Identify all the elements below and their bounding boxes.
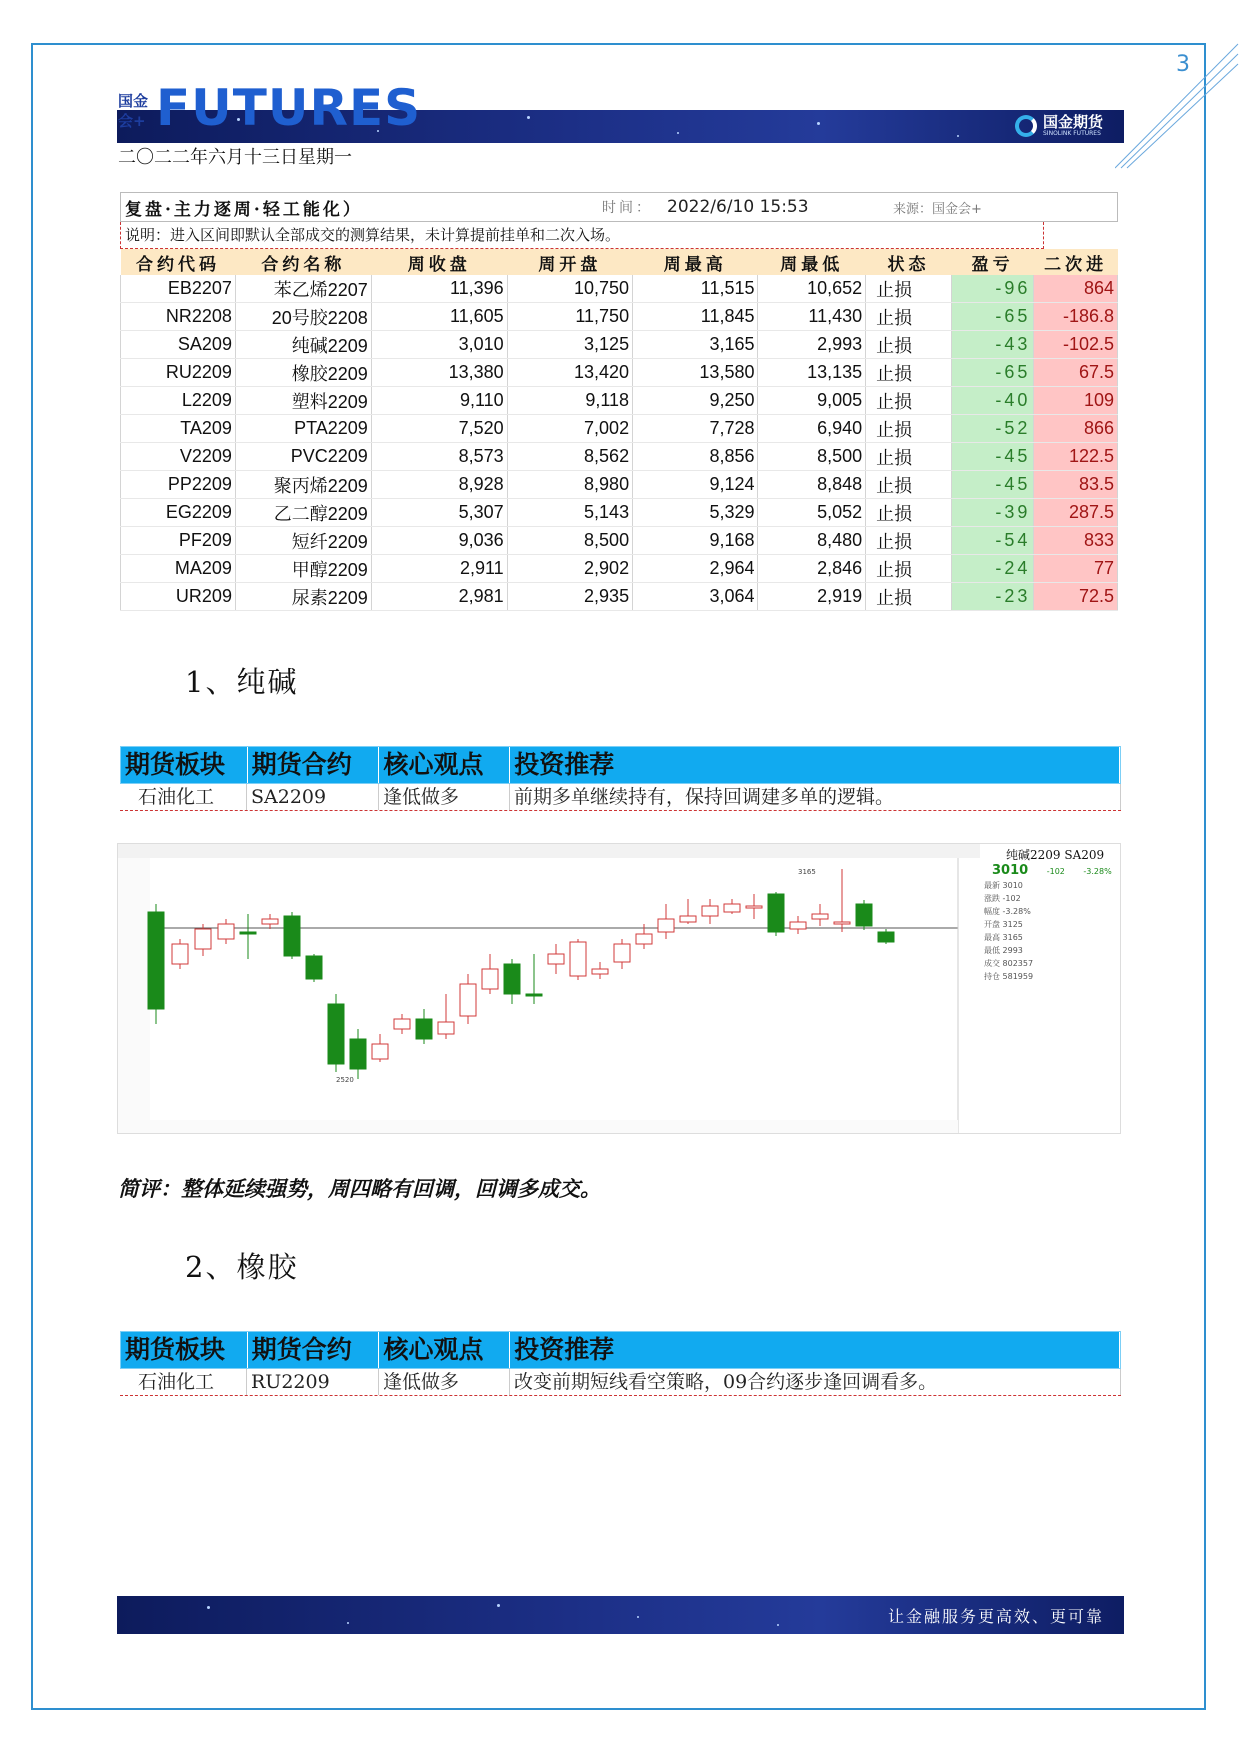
- footer-slogan: 让金融服务更高效、更可靠: [887, 1607, 1104, 1626]
- cell-open: 11,750: [507, 303, 632, 331]
- footer-banner: [117, 1596, 1124, 1634]
- candle-body: [284, 916, 300, 956]
- chart-low-label: 2520: [336, 1076, 354, 1084]
- rec-contract: SA2209: [247, 784, 379, 810]
- cell-low: 9,005: [758, 387, 866, 415]
- table-row: [121, 275, 1118, 303]
- rec-header-row: [120, 1331, 1121, 1369]
- cell-low: 11,430: [758, 303, 866, 331]
- logo-cn: 国金会+: [118, 92, 149, 130]
- cell-second: 833: [1034, 527, 1118, 555]
- candle-body: [834, 922, 850, 924]
- cell-pnl: -96: [951, 275, 1034, 303]
- cell-open: 10,750: [507, 275, 632, 303]
- quote-lines: [980, 878, 1120, 984]
- rec-advice: 前期多单继续持有，保持回调建多单的逻辑。: [510, 784, 1121, 810]
- cell-pnl: -54: [951, 527, 1034, 555]
- cell-status: 止损: [866, 499, 952, 527]
- cell-high: 5,329: [633, 499, 758, 527]
- quote-line: 持仓 581959: [984, 972, 1034, 981]
- cell-open: 5,143: [507, 499, 632, 527]
- cell-second: 67.5: [1034, 359, 1118, 387]
- brand-logo: [1015, 114, 1103, 138]
- candle-body: [856, 904, 872, 926]
- cell-pnl: -45: [951, 443, 1034, 471]
- cell-code: PF209: [121, 527, 236, 555]
- cell-close: 9,110: [371, 387, 507, 415]
- time-label: 时间：: [602, 200, 653, 216]
- cell-pnl: -23: [951, 583, 1034, 611]
- source-label: 来源：国金会+: [893, 201, 982, 217]
- quote-line: 涨跌 -102: [984, 894, 1021, 903]
- candle-body: [548, 954, 564, 964]
- weekly-title: 复盘·主力逐周·轻工能化）: [125, 199, 363, 220]
- cell-low: 2,919: [758, 583, 866, 611]
- cell-code: EB2207: [121, 275, 236, 303]
- cell-close: 7,520: [371, 415, 507, 443]
- cell-high: 9,124: [633, 471, 758, 499]
- cell-low: 5,052: [758, 499, 866, 527]
- candle-body: [878, 932, 894, 942]
- quote-panel: [980, 844, 1120, 1133]
- cell-open: 9,118: [507, 387, 632, 415]
- table-row: [121, 499, 1118, 527]
- cell-low: 2,993: [758, 331, 866, 359]
- candle-body: [636, 934, 652, 944]
- cell-code: MA209: [121, 555, 236, 583]
- column-header: 盈亏: [951, 249, 1034, 275]
- cell-second: -102.5: [1034, 331, 1118, 359]
- rec-advice: 改变前期短线看空策略，09合约逐步逢回调看多。: [510, 1369, 1121, 1395]
- column-header: 周开盘: [507, 249, 632, 275]
- cell-pnl: -65: [951, 359, 1034, 387]
- weekly-title-row: [120, 192, 1118, 222]
- candlestick-chart-screenshot: [117, 843, 1121, 1134]
- cell-close: 11,605: [371, 303, 507, 331]
- candle-body: [372, 1044, 388, 1059]
- rec-contract: RU2209: [247, 1369, 379, 1395]
- cell-status: 止损: [866, 359, 952, 387]
- rec-header-advice: 投资推荐: [510, 747, 1120, 783]
- candlestick-chart: [118, 844, 980, 1133]
- cell-open: 7,002: [507, 415, 632, 443]
- comment-soda-ash: 简评：整体延续强势，周四略有回调，回调多成交。: [118, 1177, 601, 1201]
- candle-body: [218, 924, 234, 939]
- cell-second: 77: [1034, 555, 1118, 583]
- quote-change: -102: [1046, 867, 1065, 876]
- quote-line: 最新 3010: [984, 881, 1023, 890]
- rec-row: [120, 1369, 1121, 1396]
- column-header: 状态: [866, 249, 952, 275]
- quote-change-pct: -3.28%: [1083, 867, 1112, 876]
- candle-body: [812, 914, 828, 919]
- cell-code: RU2209: [121, 359, 236, 387]
- cell-pnl: -52: [951, 415, 1034, 443]
- cell-second: 109: [1034, 387, 1118, 415]
- column-header: 二次进: [1034, 249, 1118, 275]
- cell-pnl: -39: [951, 499, 1034, 527]
- cell-code: EG2209: [121, 499, 236, 527]
- cell-name: PVC2209: [235, 443, 371, 471]
- cell-second: 287.5: [1034, 499, 1118, 527]
- recommendation-table-rubber: [120, 1331, 1121, 1396]
- cell-second: -186.8: [1034, 303, 1118, 331]
- cell-pnl: -45: [951, 471, 1034, 499]
- table-row: [121, 443, 1118, 471]
- candle-body: [438, 1022, 454, 1034]
- cell-close: 9,036: [371, 527, 507, 555]
- cell-low: 13,135: [758, 359, 866, 387]
- cell-high: 9,168: [633, 527, 758, 555]
- candle-body: [526, 994, 542, 996]
- section-heading-soda-ash: 1、纯碱: [185, 665, 299, 699]
- page-number: 3: [1176, 52, 1190, 77]
- quote-price: [980, 863, 1120, 878]
- cell-open: 13,420: [507, 359, 632, 387]
- candle-body: [680, 916, 696, 922]
- column-header: 周最高: [633, 249, 758, 275]
- cell-low: 8,848: [758, 471, 866, 499]
- cell-code: UR209: [121, 583, 236, 611]
- candle-body: [724, 904, 740, 912]
- cell-high: 11,515: [633, 275, 758, 303]
- cell-close: 2,981: [371, 583, 507, 611]
- rec-sector: 石油化工: [120, 784, 247, 810]
- candle-body: [416, 1019, 432, 1039]
- cell-high: 3,064: [633, 583, 758, 611]
- quote-line: 开盘 3125: [984, 920, 1023, 929]
- report-date: 二〇二二年六月十三日星期一: [118, 147, 352, 168]
- recommendation-table-soda-ash: [120, 746, 1121, 811]
- cell-open: 2,935: [507, 583, 632, 611]
- table-row: [121, 527, 1118, 555]
- candle-body: [592, 969, 608, 974]
- quote-line: 成交 802357: [984, 959, 1034, 968]
- cell-open: 8,500: [507, 527, 632, 555]
- cell-pnl: -43: [951, 331, 1034, 359]
- cell-second: 72.5: [1034, 583, 1118, 611]
- cell-open: 8,562: [507, 443, 632, 471]
- cell-high: 3,165: [633, 331, 758, 359]
- cell-close: 11,396: [371, 275, 507, 303]
- rec-header-contract: 期货合约: [248, 1332, 380, 1368]
- candle-body: [504, 964, 520, 994]
- cell-close: 3,010: [371, 331, 507, 359]
- cell-status: 止损: [866, 331, 952, 359]
- column-header: 合约代码: [121, 249, 236, 275]
- cell-status: 止损: [866, 471, 952, 499]
- quote-line: 幅度 -3.28%: [984, 907, 1031, 916]
- candle-body: [262, 919, 278, 924]
- candle-body: [172, 944, 188, 964]
- column-header: 周最低: [758, 249, 866, 275]
- candle-body: [614, 944, 630, 962]
- cell-low: 2,846: [758, 555, 866, 583]
- table-row: [121, 359, 1118, 387]
- cell-code: SA209: [121, 331, 236, 359]
- candle-body: [350, 1039, 366, 1069]
- cell-open: 3,125: [507, 331, 632, 359]
- rec-header-sector: 期货板块: [121, 747, 248, 783]
- table-row: [121, 331, 1118, 359]
- logo-futures: FUTURES: [156, 79, 422, 137]
- brand-en: SINOLINK FUTURES: [1043, 130, 1101, 137]
- time-value: 2022/6/10 15:53: [667, 197, 809, 217]
- candle-body: [658, 919, 674, 932]
- cell-pnl: -40: [951, 387, 1034, 415]
- cell-pnl: -65: [951, 303, 1034, 331]
- cell-second: 122.5: [1034, 443, 1118, 471]
- cell-high: 2,964: [633, 555, 758, 583]
- cell-code: TA209: [121, 415, 236, 443]
- cell-low: 6,940: [758, 415, 866, 443]
- cell-name: 尿素2209: [235, 583, 371, 611]
- rec-header-view: 核心观点: [379, 1332, 510, 1368]
- table-row: [121, 471, 1118, 499]
- cell-high: 8,856: [633, 443, 758, 471]
- cell-status: 止损: [866, 583, 952, 611]
- cell-name: 乙二醇2209: [235, 499, 371, 527]
- candle-body: [746, 906, 762, 908]
- cell-pnl: -24: [951, 555, 1034, 583]
- rec-sector: 石油化工: [120, 1369, 247, 1395]
- brand-name: 国金期货: [1043, 113, 1104, 131]
- rec-view: 逢低做多: [379, 1369, 510, 1395]
- cell-close: 13,380: [371, 359, 507, 387]
- cell-status: 止损: [866, 415, 952, 443]
- rec-row: [120, 784, 1121, 811]
- rec-header-advice: 投资推荐: [510, 1332, 1120, 1368]
- cell-code: PP2209: [121, 471, 236, 499]
- cell-open: 8,980: [507, 471, 632, 499]
- chart-indicator-bar: [150, 1120, 958, 1133]
- quote-price-value: 3010: [992, 863, 1029, 878]
- cell-name: 聚丙烯2209: [235, 471, 371, 499]
- chart-left-panel: [118, 858, 150, 1133]
- cell-status: 止损: [866, 443, 952, 471]
- candle-body: [790, 922, 806, 929]
- cell-close: 5,307: [371, 499, 507, 527]
- candle-body: [195, 929, 211, 949]
- cell-code: L2209: [121, 387, 236, 415]
- brand-mark-icon: [1015, 115, 1037, 137]
- table-row: [121, 415, 1118, 443]
- quote-panel-title: 纯碱2209 SA209: [1006, 848, 1105, 862]
- cell-low: 10,652: [758, 275, 866, 303]
- candle-body: [394, 1019, 410, 1029]
- cell-status: 止损: [866, 387, 952, 415]
- cell-name: 甲醇2209: [235, 555, 371, 583]
- rec-header-view: 核心观点: [379, 747, 510, 783]
- column-header: 合约名称: [235, 249, 371, 275]
- weekly-data-table: [120, 249, 1118, 611]
- cell-name: 20号胶2208: [235, 303, 371, 331]
- candle-body: [306, 956, 322, 979]
- candle-body: [460, 984, 476, 1016]
- candle-body: [148, 912, 164, 1009]
- cell-second: 83.5: [1034, 471, 1118, 499]
- chart-high-label: 3165: [798, 868, 816, 876]
- cell-name: PTA2209: [235, 415, 371, 443]
- candle-body: [328, 1004, 344, 1064]
- cell-high: 11,845: [633, 303, 758, 331]
- quote-line: 最低 2993: [984, 946, 1023, 955]
- cell-name: 橡胶2209: [235, 359, 371, 387]
- cell-open: 2,902: [507, 555, 632, 583]
- column-header: 周收盘: [371, 249, 507, 275]
- cell-name: 短纤2209: [235, 527, 371, 555]
- cell-code: V2209: [121, 443, 236, 471]
- cell-name: 纯碱2209: [235, 331, 371, 359]
- candle-body: [768, 894, 784, 932]
- cell-high: 7,728: [633, 415, 758, 443]
- weekly-table: [120, 192, 1118, 611]
- cell-name: 塑料2209: [235, 387, 371, 415]
- cell-status: 止损: [866, 303, 952, 331]
- cell-low: 8,500: [758, 443, 866, 471]
- cell-close: 2,911: [371, 555, 507, 583]
- cell-name: 苯乙烯2207: [235, 275, 371, 303]
- candle-body: [240, 932, 256, 934]
- cell-high: 9,250: [633, 387, 758, 415]
- cell-code: NR2208: [121, 303, 236, 331]
- table-row: [121, 303, 1118, 331]
- table-row: [121, 387, 1118, 415]
- rec-view: 逢低做多: [379, 784, 510, 810]
- cell-close: 8,573: [371, 443, 507, 471]
- candle-body: [702, 906, 718, 916]
- rec-header-row: [120, 746, 1121, 784]
- table-row: [121, 583, 1118, 611]
- quote-line: 最高 3165: [984, 933, 1023, 942]
- cell-status: 止损: [866, 527, 952, 555]
- section-heading-rubber: 2、橡胶: [185, 1250, 299, 1284]
- chart-toolbar: [118, 844, 980, 858]
- table-row: [121, 555, 1118, 583]
- rec-header-contract: 期货合约: [248, 747, 380, 783]
- cell-low: 8,480: [758, 527, 866, 555]
- weekly-note: 说明：进入区间即默认全部成交的测算结果，未计算提前挂单和二次入场。: [120, 222, 1044, 249]
- cell-high: 13,580: [633, 359, 758, 387]
- candle-body: [482, 969, 498, 989]
- rec-header-sector: 期货板块: [121, 1332, 248, 1368]
- cell-close: 8,928: [371, 471, 507, 499]
- cell-status: 止损: [866, 275, 952, 303]
- cell-status: 止损: [866, 555, 952, 583]
- candle-body: [570, 942, 586, 976]
- cell-second: 864: [1034, 275, 1118, 303]
- cell-second: 866: [1034, 415, 1118, 443]
